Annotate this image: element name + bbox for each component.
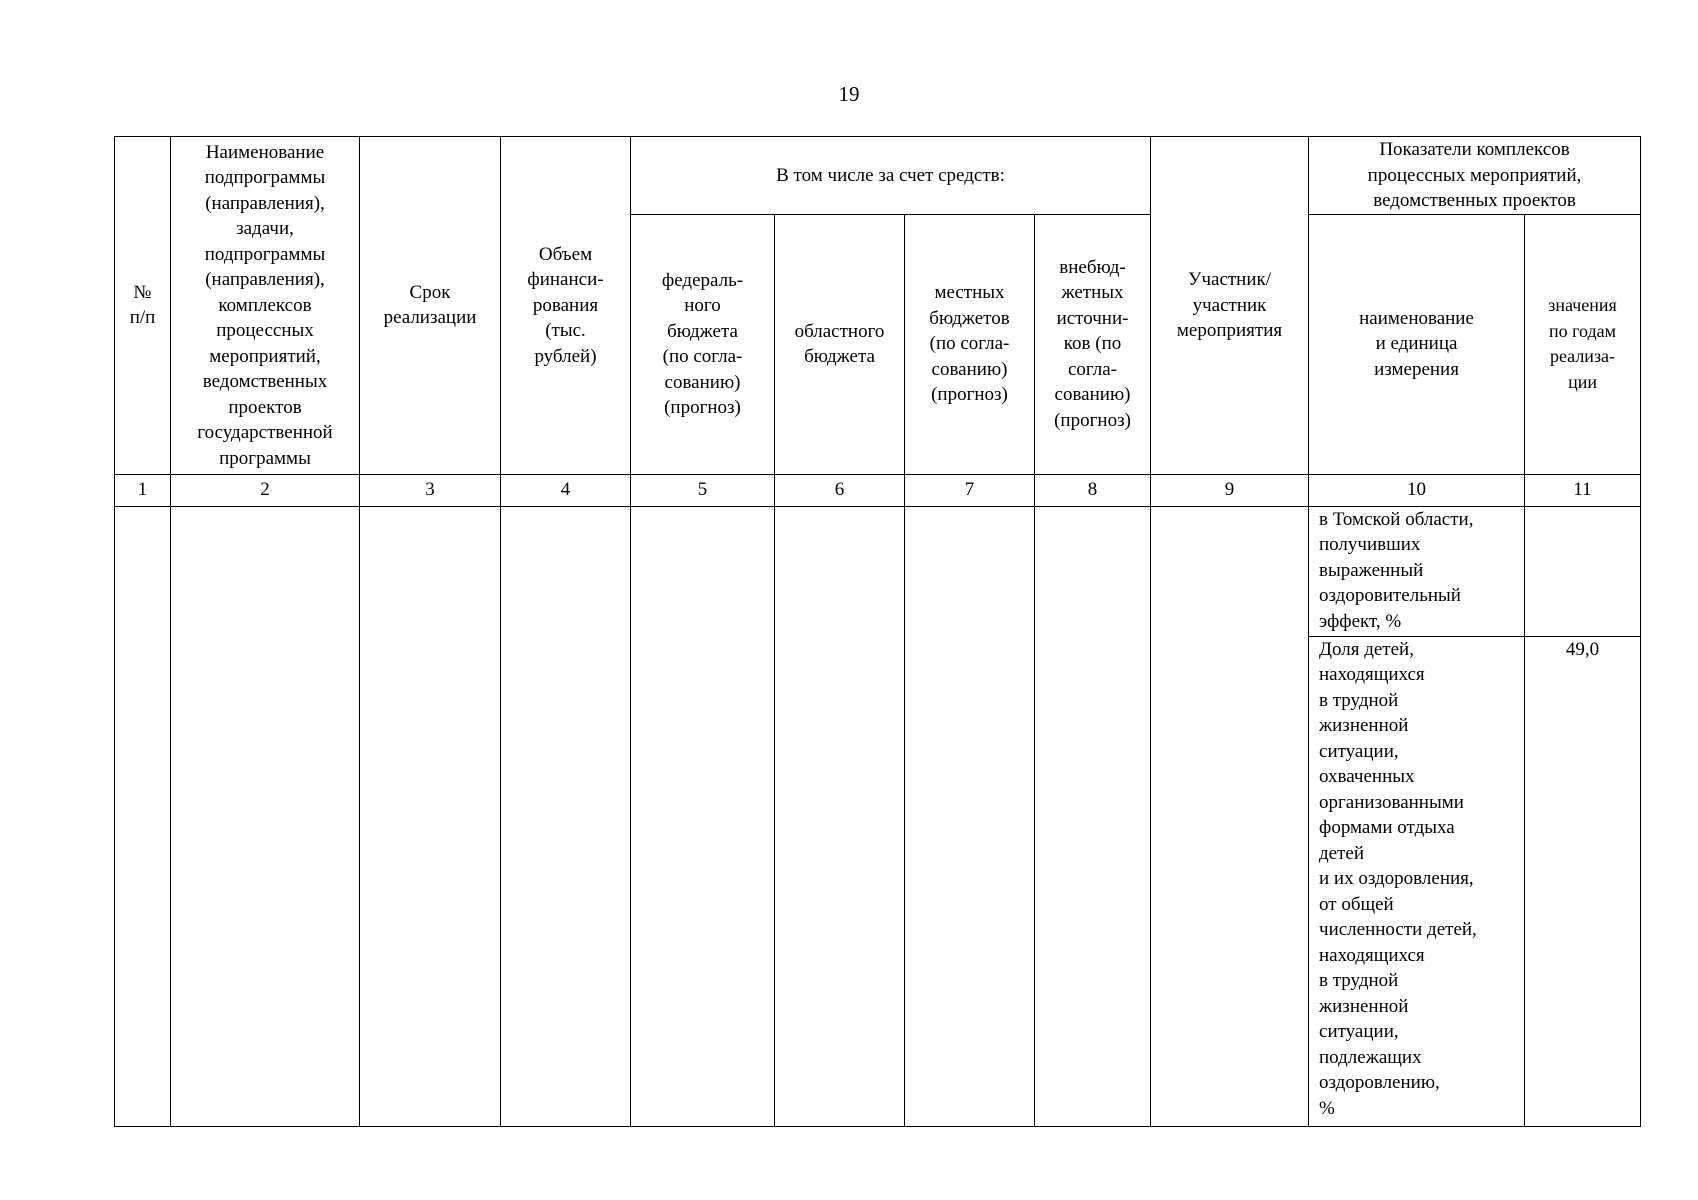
column-number: 9 bbox=[1151, 474, 1309, 506]
header-extra: внебюд- жетных источни- ков (по согла- сованию) (прогноз) bbox=[1035, 214, 1151, 474]
header-name: Наименование подпрограммы (направления), задачи, подпрограммы (направления), комплексов процессных мероприятий, ведомственных проектов государственной программы bbox=[171, 137, 360, 475]
header-num: № п/п bbox=[115, 137, 171, 475]
header-including: В том числе за счет средств: bbox=[631, 137, 1151, 215]
header-ind-name: наименование и единица измерения bbox=[1309, 214, 1525, 474]
program-table bbox=[114, 136, 1641, 1127]
table-row bbox=[115, 506, 1641, 636]
empty-cell bbox=[775, 506, 905, 1126]
page-number: 19 bbox=[838, 82, 860, 106]
header-indicators: Показатели комплексов процессных мероприятий, ведомственных проектов bbox=[1309, 137, 1641, 215]
column-number: 5 bbox=[631, 474, 775, 506]
empty-cell bbox=[171, 506, 360, 1126]
column-number: 6 bbox=[775, 474, 905, 506]
column-number: 11 bbox=[1525, 474, 1641, 506]
indicator-name: Доля детей, находящихся в трудной жизненной ситуации, охваченных организованными формами отдыха детей и их оздоровления, от общей численности детей, находящихся в трудной жизненной ситуации, подлежащих оздоровлению, % bbox=[1309, 636, 1525, 1126]
column-number: 7 bbox=[905, 474, 1035, 506]
header-volume: Объем финанси- рования (тыс. рублей) bbox=[501, 137, 631, 475]
header-ind-values: значения по годам реализа- ции bbox=[1525, 214, 1641, 474]
header-term: Срок реализации bbox=[360, 137, 501, 475]
indicator-value: 49,0 bbox=[1525, 636, 1641, 1126]
empty-cell bbox=[1035, 506, 1151, 1126]
column-number: 8 bbox=[1035, 474, 1151, 506]
header-federal: федераль- ного бюджета (по согла- сованию) (прогноз) bbox=[631, 214, 775, 474]
indicator-name: в Томской области, получивших выраженный оздоровительный эффект, % bbox=[1309, 506, 1525, 636]
empty-cell bbox=[501, 506, 631, 1126]
column-number: 1 bbox=[115, 474, 171, 506]
header-row-1 bbox=[115, 137, 1641, 215]
empty-cell bbox=[1151, 506, 1309, 1126]
empty-cell bbox=[360, 506, 501, 1126]
empty-cell bbox=[905, 506, 1035, 1126]
header-local: местных бюджетов (по согла- сованию) (прогноз) bbox=[905, 214, 1035, 474]
header-participant: Участник/ участник мероприятия bbox=[1151, 137, 1309, 475]
column-number-row bbox=[115, 474, 1641, 506]
column-number: 10 bbox=[1309, 474, 1525, 506]
column-number: 4 bbox=[501, 474, 631, 506]
column-number: 2 bbox=[171, 474, 360, 506]
empty-cell bbox=[631, 506, 775, 1126]
indicator-value bbox=[1525, 506, 1641, 636]
column-number: 3 bbox=[360, 474, 501, 506]
empty-cell bbox=[115, 506, 171, 1126]
header-regional: областного бюджета bbox=[775, 214, 905, 474]
